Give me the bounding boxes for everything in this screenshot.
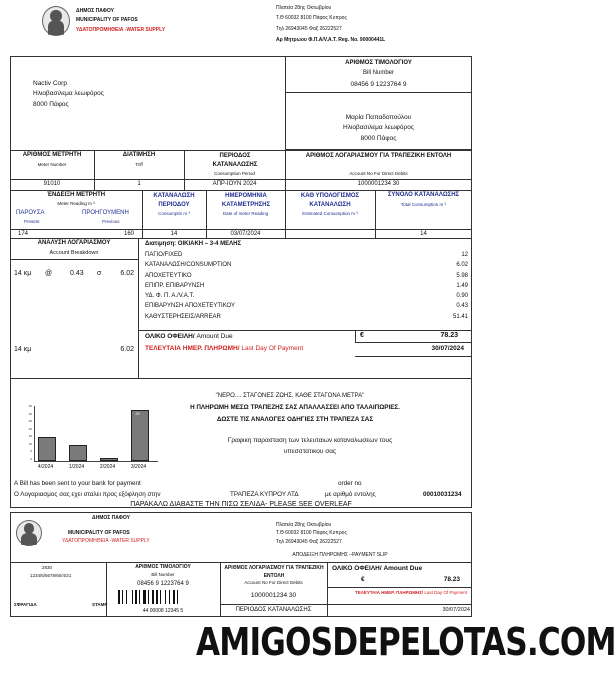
slip-bill-value: 08456 9 1223764 9 [137,581,189,587]
previous-label-en: Previous [102,219,120,224]
breakdown-at: @ [45,270,53,277]
slip-code-2: 1234/5/5678/60/4/21 [30,573,72,578]
tariff-label: ΔΙΑΤΙΜΗΣΗ [122,152,156,158]
slip-code-1: 2830 [42,565,53,570]
bank-sent-note: A Bill has been sent to your bank for payment [14,480,141,487]
slip-currency: € [361,576,365,583]
slip-dept: ΥΔΑΤΟΠΡΟΜΗΘΕΙΑ -WATER SUPPLY [62,538,150,544]
barcode [118,590,198,604]
account-label: ΑΡΙΘΜΟΣ ΛΟΓΑΡΙΑΣΜΟΥ ΓΙΑ ΤΡΑΠΕΖΙΚΗ ΕΝΤΟΛΗ [305,153,452,159]
chart-y-tick-label: 15 [28,434,32,438]
charge-value: 0.43 [456,303,468,310]
last-day-label-en: Last Day Of Payment [241,345,304,352]
slip-title: ΑΠΟΔΕΙΞΗ ΠΛΗΡΩΜΗΣ –PAYMENT SLIP [292,552,388,558]
vat-registry: Αρ Μητρωου Φ.Π.Α/V.A.T. Reg. No. 90000441L [276,37,386,43]
charge-value: 51.41 [452,313,468,320]
charge-row [145,283,468,293]
charge-row [145,293,468,303]
charge-label: ΠΑΓΙΟ/FIXED [145,252,183,258]
amount-due-value: 78.23 [440,332,458,339]
org-name-en: MUNICIPALITY OF PAFOS [76,17,138,23]
charge-label: ΚΑΘΥΣΤΕΡΗΣΕΙΣ/ARREAR [145,313,221,320]
previous-reading-value: 160 [123,231,134,237]
present-label-gr: ΠΑΡΟΥΣΑ [16,210,45,216]
paid-from-note: Ο Λογαριασμος σας εχει σταλει προς εξόφληση στην [14,491,161,498]
present-label-en: Present [24,219,40,224]
consumption-period-label: ΚΑΤΑΝΑΛΩΣΗ ΠΕΡΙΟΔΟΥ [153,193,195,208]
breakdown-qty: 14 κμ [14,270,32,277]
consumption-chart [34,406,158,462]
customer-city: 8000 Πάφος [33,101,69,108]
bill-number-subtitle: Bill Number [362,70,394,76]
chart-y-tick-label: 10 [28,441,32,446]
breakdown-title: ΑΝΑΛΥΣΗ ΛΟΓΑΡΙΑΣΜΟΥ [37,240,111,246]
charge-label: ΕΠΙΠΡ. ΕΠΙΒΑΡΥΝΣΗ [145,282,205,289]
chart-y-tick-label: 25 [28,419,32,423]
present-reading-value: 174 [18,231,29,237]
meter-reading-label: ΈΝΔΕΙΞΗ ΜΕΤΡΗΤΗ [46,192,106,198]
total-consumption-sublabel: Total Consumption m ³ [400,202,447,207]
amount-due-label-en: Amount Due [196,333,233,340]
chart-bar [69,445,87,461]
tariff-title: Διατιμηση: ΟΙΚΙΑΚΗ – 3-4 ΜΕΛΗΣ [145,241,242,247]
estimated-consumption-sublabel: Estimated Consumption m ³ [302,211,358,216]
charge-row [145,252,468,262]
slip-bill-label: ΑΡΙΘΜΟΣ ΤΙΜΟΛΟΓΙΟΥ [135,564,191,570]
order-number-value: 00010031234 [423,491,462,498]
department: ΥΔΑΤΟΠΡΟΜΗΘΕΙΑ -WATER SUPPLY [76,27,166,33]
charge-value: 12 [461,252,468,258]
chart-bar [131,410,149,461]
charge-value: 5.98 [456,272,468,279]
chart-y-axis [20,404,32,464]
slip-address-2: Τ.Θ 60032 8100 Πάφος Κυπρος [276,530,347,536]
currency-symbol: € [360,332,364,339]
previous-label-gr: ΠΡΟΗΓΟΥΜΕΝΗ [82,210,129,216]
slip-org-gr: ΔΗΜΟΣ ΠΑΦΟΥ [92,515,130,521]
order-no-label-gr: με αριθμό εντολης [325,491,376,498]
slip-last-day-label-gr: ΤΕΛΕΥΤΑΙΑ ΗΜΕΡ. ΠΛΗΡΩΜΗΣ/ [355,590,424,595]
chart-y-tick-label: 0 [30,456,32,461]
graph-caption-1: Γραφικη παρασταση των τελευταιων καταναλωσεων τους [227,437,393,444]
chart-x-tick-label: 4/2024 [37,464,54,470]
charge-value: 6.02 [456,262,468,269]
phone-line: Τηλ 26943045 Φαξ 26222527 [276,26,342,32]
barcode-number: 44 00008 12345 5 [142,608,184,614]
slip-phone: Τηλ 26943045 Φαξ 26222527 [276,539,342,545]
last-day-value: 30/07/2024 [431,345,464,352]
customer-name: Nactiv Corp [33,80,67,87]
slip-bill-sub: Bill Number [151,572,175,577]
charge-label: ΥΔ. Φ. Π. Α./V.A.T. [145,293,195,300]
slip-amount-value: 78.23 [443,576,460,583]
order-no-label: order no [338,480,362,487]
slogan: "ΝΕΡΟ.... ΣΤΑΓΟΝΕΣ ΖΩΗΣ. ΚΑΘΕ ΣΤΑΓΟΝΑ ΜΕΤΡΑ" [215,393,365,399]
charge-label: ΚΑΤΑΝΑΛΩΣΗ/CONSUMPTION [145,262,232,269]
period-value: ΑΠΡ-ΙΟΥΝ 2024 [212,181,257,187]
reading-date-label: ΗΜΕΡΟΜΗΝΙΑ ΚΑΤΑΜΕΤΡΗΣΗΣ [221,193,271,208]
bank-message-2: ΔΩΣΤΕ ΤΙΣ ΑΝΑΛΟΓΕΣ ΟΔΗΓΙΕΣ ΣΤΗ ΤΡΑΠΕΖΑ ΣΑΣ [216,416,374,423]
slip-address-1: Πλατεία 28ης Οκτωβρίου [276,522,332,528]
slip-period-label: ΠΕΡΙΟΔΟΣ ΚΑΤΑΝΑΛΩΣΗΣ [235,607,312,613]
account-sublabel: Account No For Direct Debits [349,171,408,176]
slip-stamp-label: STAMP [92,602,108,607]
watermark-brand: AMIGOSDEPELOTAS.COM [196,620,616,664]
reading-date-value: 03/07/2024 [230,231,261,237]
period-sublabel: Consumption Period [214,171,255,176]
charge-value: 0.90 [456,293,468,300]
recipient-name: Μαρία Παπαδοπούλου [345,114,412,121]
recipient-city: 8000 Πάφος [360,135,397,142]
estimated-consumption-label: ΚΑΘ ΥΠΟΛΟΓΙΣΜΟΣ ΚΑΤΑΝΑΛΩΣΗ [300,193,360,208]
tariff-value: 1 [137,181,141,187]
charge-label: ΕΠΙΒΑΡΥΝΣΗ ΑΠΟΧΕΤΕΥΤΙΚΟΥ [145,303,236,310]
address-line-2: Τ.Θ 60032 8100 Πάφος Κυπρος [276,15,347,21]
breakdown-total-qty: 14 κμ [14,346,32,353]
account-value: 1000001234 30 [357,181,400,187]
chart-x-tick-label: 3/2024 [130,464,147,470]
see-overleaf: ΠΑΡΑΚΑΛΩ ΔΙΑΒΑΣΤΕ ΤΗΝ ΠΙΣΩ ΣΕΛΙΔΑ- PLEASE SEE OVERLEAF [130,501,352,508]
period-label: ΠΕΡΙΟΔΟΣ ΚΑΤΑΝΑΛΩΣΗΣ [212,153,258,168]
breakdown-rate: 0.43 [70,270,84,277]
customer-street: Ηλιοβασιλεμα λεωφόρος [33,90,104,97]
meter-number-label: ΑΡΙΘΜΟΣ ΜΕΤΡΗΤΗ [22,152,82,158]
total-consumption-label: ΣΥΝΟΛΟ ΚΑΤΑΝΑΛΩΣΗΣ [387,192,460,198]
amount-due-label [145,333,233,340]
bank-message-1: Η ΠΛΗΡΩΜΗ ΜΕΣΩ ΤΡΑΠΕΖΗΣ ΣΑΣ ΑΠΑΛΛΑΣΣΕΙ ΑΠΟ ΤΑΛΑΙΠΩΡΙΕΣ. [190,404,400,411]
recipient-street: Ηλιοβασιλεμα λεωφόρος [343,124,414,131]
slip-last-day-label [355,590,470,595]
amount-due-label-gr: ΟΛΙΚΟ ΟΦΕΙΛΗ/ [145,333,195,340]
tariff-sublabel: Triff [135,162,143,167]
chart-y-tick-label: 5 [30,449,32,453]
breakdown-sigma: σ [97,270,102,277]
total-consumption-value: 14 [420,231,427,237]
breakdown-amount: 6.02 [120,270,134,277]
slip-last-day-label-en: Last Day Of Payment [424,590,468,595]
bill-number-title: ΑΡΙΘΜΟΣ ΤΙΜΟΛΟΓΙΟΥ [345,60,412,66]
charge-row [145,273,468,283]
municipality-logo [42,6,70,36]
charge-row [145,262,468,272]
meter-number-sublabel: Meter Number [37,162,67,167]
slip-account-sub: Account No For Direct Debits [244,580,303,585]
chart-x-tick-label: 1/2024 [68,464,85,470]
chart-x-axis [34,464,158,472]
chart-y-tick-label: 20 [28,426,32,431]
last-day-label-gr: ΤΕΛΕΥΤΑΙΑ ΗΜΕΡ. ΠΛΗΡΩΜΗ/ [145,345,240,352]
charge-value: 1.49 [456,282,468,289]
slip-account-value: 1000001234 30 [250,592,297,599]
slip-last-day-value: 30/07/2024 [442,607,470,613]
charge-row [145,314,468,324]
chart-x-tick-label: 2/2024 [99,464,116,470]
last-day-label [145,345,303,352]
chart-y-tick-label: 35 [28,404,32,408]
charges-list [145,252,468,324]
reading-date-sublabel: Date of meter Reading [222,211,269,216]
org-name-gr: ΔΗΜΟΣ ΠΑΦΟΥ [76,8,114,14]
slip-amount-label: ΟΛΙΚΟ ΟΦΕΙΛΗ/ Amount Due [332,565,423,572]
address-line-1: Πλατεία 28ης Οκτωβρίου [276,5,332,11]
graph-caption-2: υπεσστατικου σας [283,448,337,455]
slip-logo [16,520,42,546]
chart-data-label: 29 [135,412,140,417]
meter-number-value: 91010 [43,181,61,187]
consumption-value: 14 [170,231,178,237]
breakdown-total-amount: 6.02 [120,346,134,353]
breakdown-subtitle: Account Breakdown [49,250,99,256]
chart-y-tick-label: 30 [28,411,32,416]
slip-seal-label: ΣΦΡΑΓΙΔΑ [14,602,37,607]
slip-account-label: ΑΡΙΘΜΟΣ ΛΟΓΑΡΙΑΣΜΟΥ ΓΙΑ ΤΡΑΠΕΖΙΚΗ ΕΝΤΟΛΗ [224,565,324,579]
bank-name: ΤΡΑΠΕΖΑ ΚΥΠΡΟΥ ΛΤΔ [230,491,299,498]
charge-row [145,303,468,313]
slip-org-en: MUNICIPALITY OF PAFOS [68,530,130,536]
chart-bar [100,458,118,462]
chart-bar [38,437,56,462]
charge-label: ΑΠΟΧΕΤΕΥΤΙΚΟ [145,272,192,279]
bill-number-value: 08456 9 1223764 9 [350,81,407,88]
meter-reading-sublabel: Meter Reading m ³ [57,201,95,206]
consumption-period-sublabel: Consumptin m ³ [158,211,190,216]
